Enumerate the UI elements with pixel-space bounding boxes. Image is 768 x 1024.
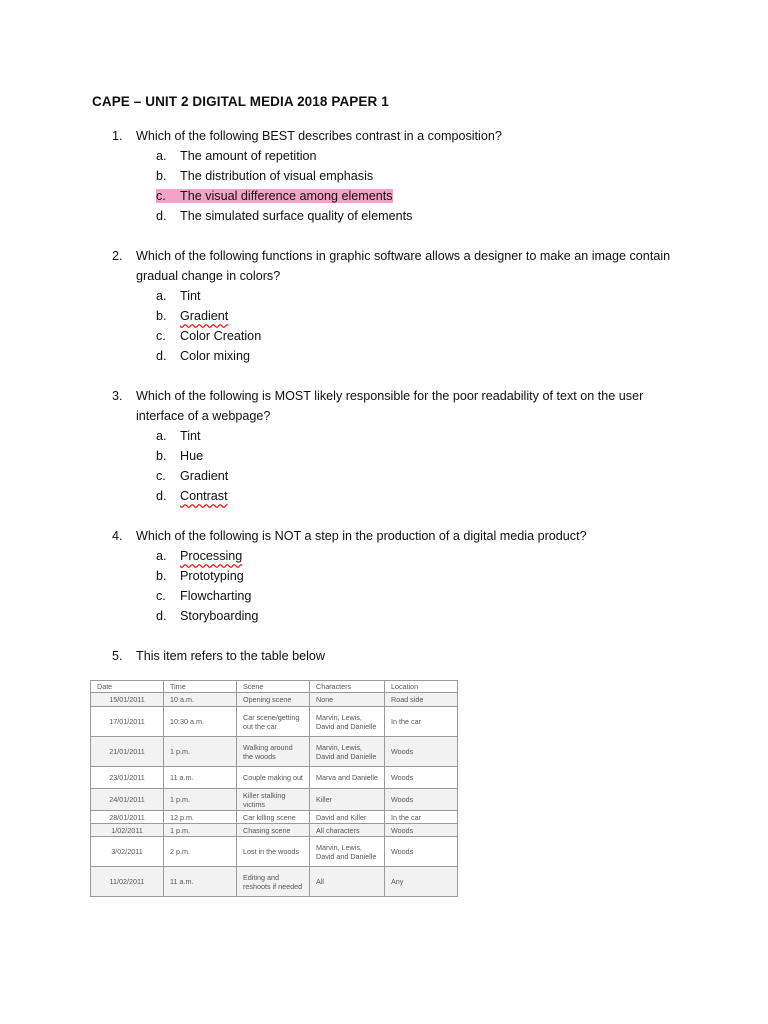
cell-characters: David and Killer: [310, 811, 385, 824]
question-4: [112, 526, 692, 626]
option-a: a. Tint: [156, 289, 201, 303]
cell-location: Woods: [385, 789, 458, 811]
cell-location: In the car: [385, 811, 458, 824]
cell-time: 11 a.m.: [164, 867, 237, 897]
cell-scene: Chasing scene: [237, 824, 310, 837]
cell-date: 24/01/2011: [91, 789, 164, 811]
table-row: [91, 824, 458, 837]
question-number: 3.: [112, 389, 123, 403]
table-row: [91, 811, 458, 824]
cell-scene: Car scene/getting out the car: [237, 707, 310, 737]
question-text: Which of the following is NOT a step in the production of a digital media product?: [136, 529, 587, 543]
cell-location: Woods: [385, 737, 458, 767]
question-5: [112, 646, 692, 666]
cell-location: Road side: [385, 693, 458, 707]
cell-scene: Opening scene: [237, 693, 310, 707]
cell-date: 1/02/2011: [91, 824, 164, 837]
cell-scene: Car killing scene: [237, 811, 310, 824]
question-text: Which of the following is MOST likely responsible for the poor readability of text on the user interface of a webpage?: [136, 389, 644, 423]
cell-date: 28/01/2011: [91, 811, 164, 824]
table-row: [91, 837, 458, 867]
table-row: [91, 767, 458, 789]
cell-scene: Editing and reshoots if needed: [237, 867, 310, 897]
cell-scene: Walking around the woods: [237, 737, 310, 767]
question-text: Which of the following functions in graphic software allows a designer to make an image contain gradual change in colors?: [136, 249, 671, 283]
question-text: This item refers to the table below: [136, 649, 325, 663]
cell-date: 21/01/2011: [91, 737, 164, 767]
table-row: [91, 737, 458, 767]
table-row: [91, 693, 458, 707]
option-b: b. Hue: [156, 449, 204, 463]
table-row: [91, 867, 458, 897]
cell-time: 11 a.m.: [164, 767, 237, 789]
header-scene: Scene: [237, 681, 310, 693]
cell-characters: All: [310, 867, 385, 897]
cell-time: 2 p.m.: [164, 837, 237, 867]
cell-location: Any: [385, 867, 458, 897]
cell-date: 11/02/2011: [91, 867, 164, 897]
header-time: Time: [164, 681, 237, 693]
cell-time: 10:30 a.m.: [164, 707, 237, 737]
option-d: d. Color mixing: [156, 349, 250, 363]
option-d-underlined: d. Contrast: [156, 489, 228, 503]
cell-location: Woods: [385, 767, 458, 789]
cell-date: 17/01/2011: [91, 707, 164, 737]
cell-time: 1 p.m.: [164, 824, 237, 837]
cell-time: 1 p.m.: [164, 737, 237, 767]
cell-date: 15/01/2011: [91, 693, 164, 707]
option-c: c. Gradient: [156, 469, 229, 483]
cell-time: 1 p.m.: [164, 789, 237, 811]
question-1: [112, 126, 692, 226]
option-c-highlighted: c. The visual difference among elements: [156, 189, 393, 203]
cell-scene: Lost in the woods: [237, 837, 310, 867]
question-number: 4.: [112, 529, 123, 543]
header-date: Date: [91, 681, 164, 693]
cell-time: 10 a.m.: [164, 693, 237, 707]
header-characters: Characters: [310, 681, 385, 693]
table-row: [91, 707, 458, 737]
cell-time: 12 p.m.: [164, 811, 237, 824]
option-a: a. Tint: [156, 429, 201, 443]
cell-scene: Couple making out: [237, 767, 310, 789]
cell-characters: Marvin, Lewis, David and Danielle: [310, 837, 385, 867]
cell-location: Woods: [385, 824, 458, 837]
cell-location: Woods: [385, 837, 458, 867]
option-c: c. Flowcharting: [156, 589, 252, 603]
question-2: [112, 246, 692, 366]
question-number: 1.: [112, 129, 123, 143]
cell-characters: Marvin, Lewis, David and Danielle: [310, 707, 385, 737]
header-location: Location: [385, 681, 458, 693]
cell-characters: Marva and Danielle: [310, 767, 385, 789]
table-header-row: [91, 681, 458, 693]
cell-characters: All characters: [310, 824, 385, 837]
cell-characters: None: [310, 693, 385, 707]
cell-date: 23/01/2011: [91, 767, 164, 789]
cell-date: 3/02/2011: [91, 837, 164, 867]
question-number: 2.: [112, 249, 123, 263]
question-number: 5.: [112, 649, 123, 663]
option-b: b. The distribution of visual emphasis: [156, 169, 374, 183]
option-d: d. Storyboarding: [156, 609, 259, 623]
option-d: d. The simulated surface quality of elements: [156, 209, 413, 223]
page-title: CAPE – UNIT 2 DIGITAL MEDIA 2018 PAPER 1: [92, 94, 389, 109]
table-row: [91, 789, 458, 811]
schedule-table: [90, 680, 458, 897]
option-a: a. The amount of repetition: [156, 149, 317, 163]
cell-location: In the car: [385, 707, 458, 737]
cell-scene: Killer stalking victims: [237, 789, 310, 811]
question-3: [112, 386, 692, 506]
option-a-underlined: a. Processing: [156, 549, 243, 563]
cell-characters: Marvin, Lewis, David and Danielle: [310, 737, 385, 767]
option-b: b. Prototyping: [156, 569, 244, 583]
question-text: Which of the following BEST describes contrast in a composition?: [136, 129, 502, 143]
cell-characters: Killer: [310, 789, 385, 811]
option-b-underlined: b. Gradient: [156, 309, 229, 323]
option-c: c. Color Creation: [156, 329, 262, 343]
